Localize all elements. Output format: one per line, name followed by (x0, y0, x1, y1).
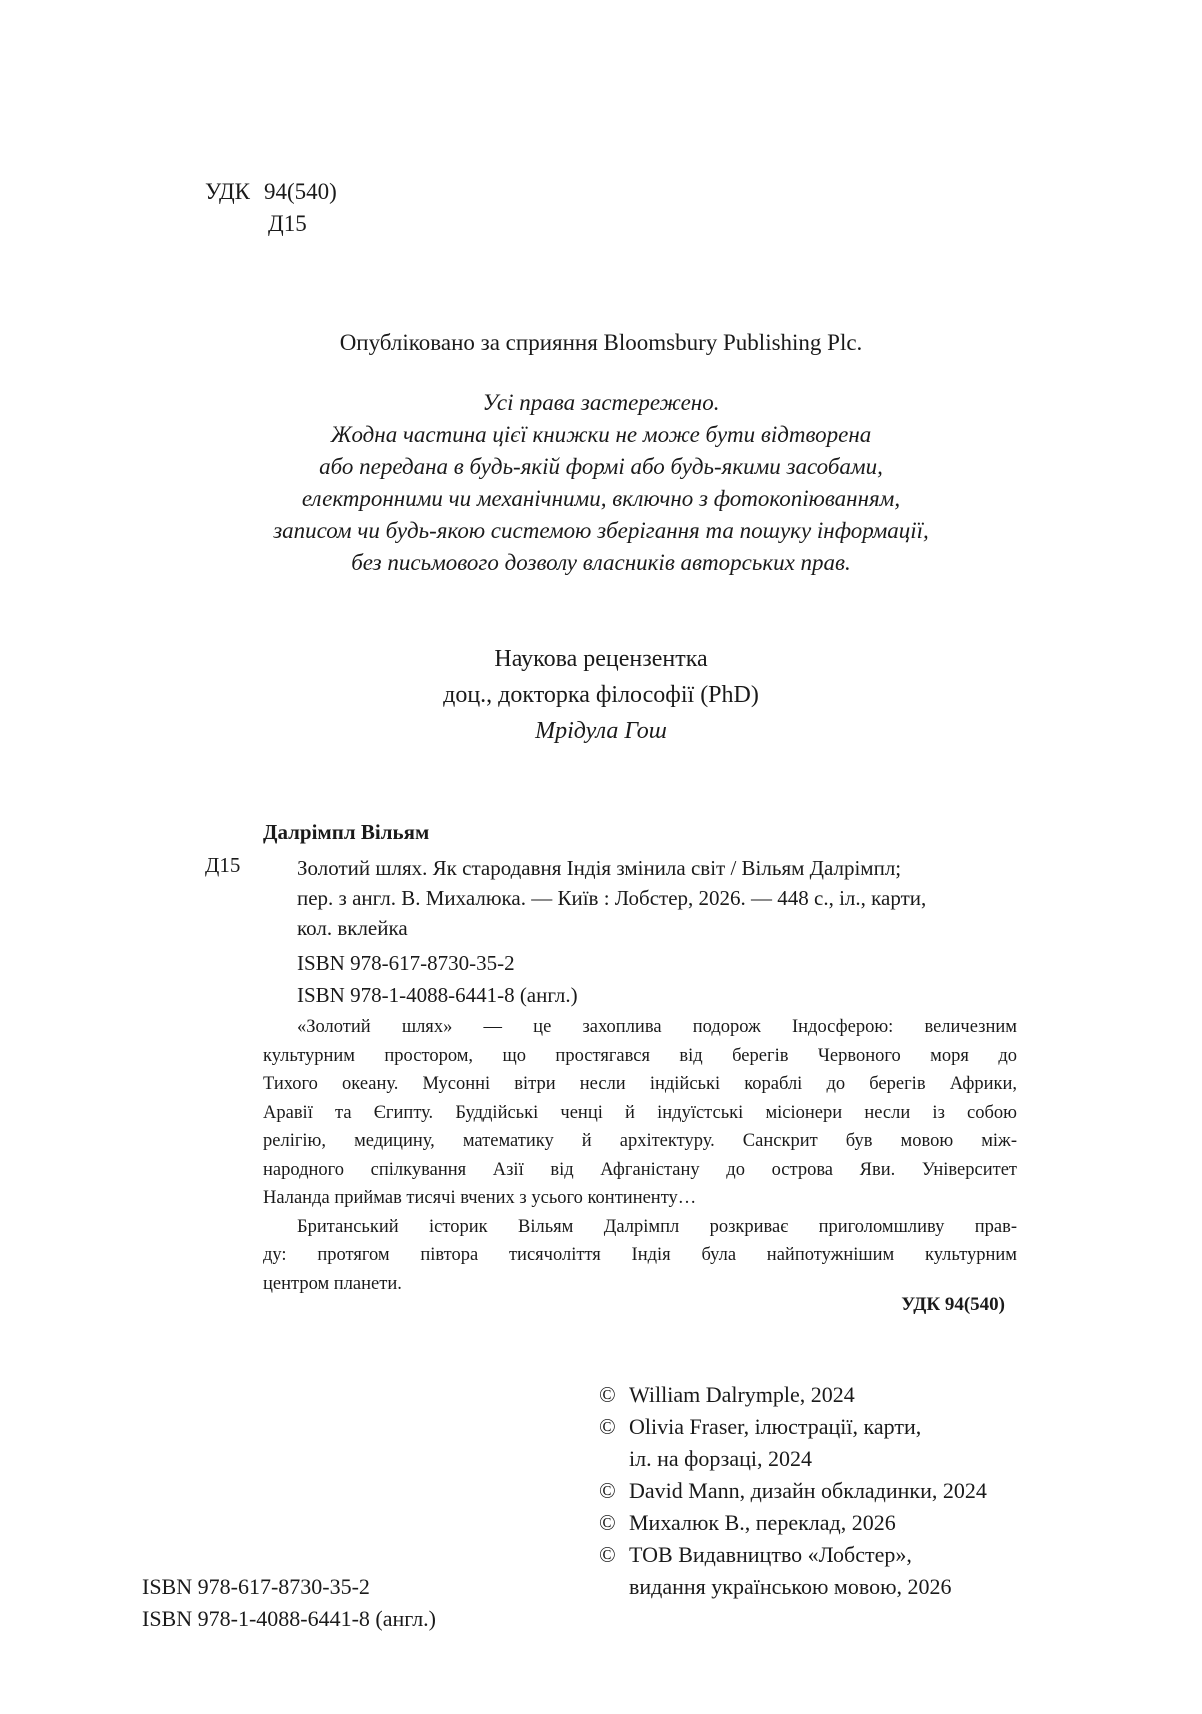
copyright-symbol: © (599, 1478, 616, 1503)
footer-isbn (142, 1571, 436, 1635)
copyright-continuation: іл. на форзаці, 2024 (629, 1446, 812, 1471)
abstract-line: релігію, медицину, математику й архітектуру. Санскрит був мовою між- (263, 1131, 1017, 1151)
copyright-item (599, 1411, 987, 1443)
reviewer-block (0, 641, 1202, 749)
description-line: Золотий шлях. Як стародавня Індія змінила світ / Вільям Далрімпл; (297, 856, 902, 880)
rights-line: Жодна частина цієї книжки не може бути відтворена (330, 422, 872, 447)
copyright-list (599, 1379, 987, 1603)
copyright-text: ТОВ Видавництво «Лобстер», (629, 1542, 912, 1567)
isbn-line: ISBN 978-1-4088-6441-8 (англ.) (142, 1606, 437, 1631)
abstract (263, 1013, 1017, 1298)
copyright-item (599, 1475, 987, 1507)
abstract-line: культурним простором, що простягався від берегів Червоного моря до (263, 1045, 1017, 1066)
copyright-symbol: © (599, 1542, 616, 1567)
abstract-line: ду: протягом півтора тисячоліття Індія була найпотужнішим культурним (263, 1245, 1017, 1265)
abstract-line: Тихого океану. Мусонні вітри несли індійські кораблі до берегів Африки, (263, 1074, 1017, 1094)
isbn-line: ISBN 978-617-8730-35-2 (297, 951, 515, 975)
published-note: Опубліковано за сприяння Bloomsbury Publishing Plc. (339, 330, 863, 355)
copyright-symbol: © (599, 1510, 616, 1535)
rights-notice (0, 387, 1202, 579)
udk-label: УДК (205, 179, 250, 204)
reviewer-title: Наукова рецензентка (494, 646, 708, 672)
copyright-continuation: видання українською мовою, 2026 (629, 1574, 952, 1599)
copyright-item (599, 1539, 987, 1571)
rights-line: без письмового дозволу власників авторських прав. (351, 550, 851, 575)
reviewer-degree: доц., докторка філософії (PhD) (443, 682, 759, 708)
isbn-line: ISBN 978-617-8730-35-2 (142, 1574, 370, 1599)
catalog-author: Далрімпл Вільям (263, 820, 430, 844)
copyright-item (599, 1379, 987, 1411)
isbn-line: ISBN 978-1-4088-6441-8 (англ.) (297, 983, 578, 1007)
copyright-item (599, 1507, 987, 1539)
copyright-text: Olivia Fraser, ілюстрації, карти, (629, 1414, 922, 1439)
catalog-description (297, 853, 1017, 943)
abstract-line: Британський історик Вільям Далрімпл розкриває приголомшливу прав- (297, 1216, 1017, 1237)
copyright-text: David Mann, дизайн обкладинки, 2024 (629, 1478, 987, 1503)
abstract-line: Наланда приймав тисячі вчених з усього континенту… (263, 1188, 697, 1208)
rights-line: електронними чи механічними, включно з фотокопіюванням, (301, 486, 901, 511)
abstract-line: Аравії та Єгипту. Буддійські ченці й індуїстські місіонери несли із собою (263, 1102, 1017, 1123)
copyright-symbol: © (599, 1382, 616, 1407)
catalog-isbn (297, 947, 578, 1011)
author-sign: Д15 (268, 211, 307, 236)
rights-line: або передана в будь-якій формі або будь-якими засобами, (319, 454, 883, 479)
udk-code: 94(540) (264, 179, 337, 204)
copyright-text: William Dalrymple, 2024 (629, 1382, 855, 1407)
copyright-text: Михалюк В., переклад, 2026 (629, 1510, 896, 1535)
abstract-line: народного спілкування Азії від Афганістану до острова Яви. Університет (263, 1159, 1017, 1180)
copyright-symbol: © (599, 1414, 616, 1439)
rights-line: записом чи будь-якою системою зберігання та пошуку інформації, (273, 518, 929, 543)
rights-line: Усі права застережено. (482, 390, 720, 415)
catalog-index: Д15 (205, 853, 241, 877)
udk-header (205, 176, 337, 240)
abstract-line: «Золотий шлях» — це захоплива подорож Індосферою: величезним (297, 1017, 1017, 1037)
reviewer-name: Мрідула Гош (535, 718, 667, 744)
abstract-line: центром планети. (263, 1273, 402, 1294)
udk-footer: УДК 94(540) (901, 1294, 1005, 1315)
description-line: кол. вклейка (297, 916, 408, 940)
description-line: пер. з англ. В. Михалюка. — Київ : Лобстер, 2026. — 448 с., іл., карти, (297, 886, 927, 910)
